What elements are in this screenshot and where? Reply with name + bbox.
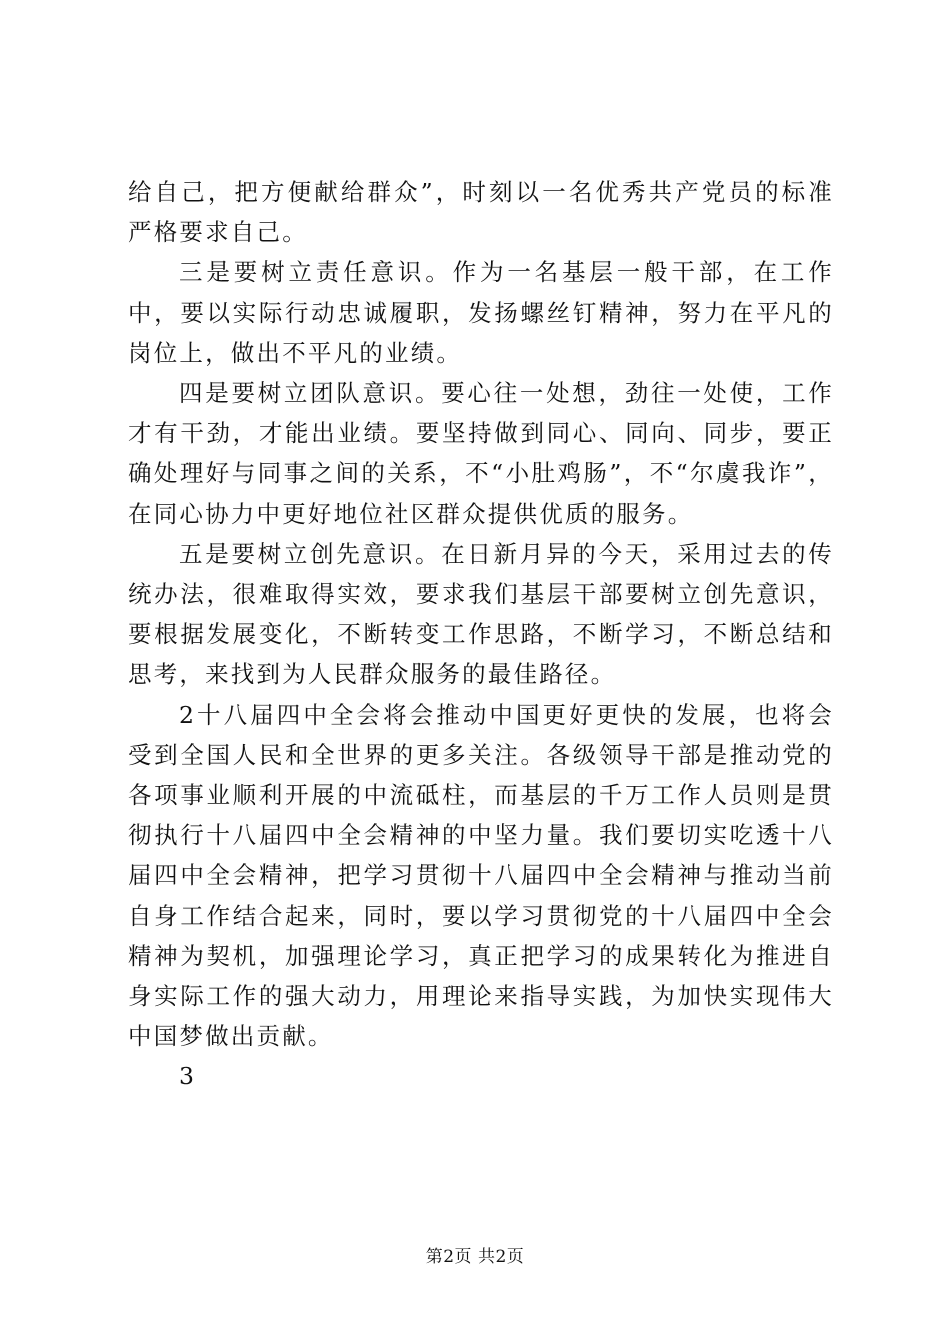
paragraph-2: 三是要树立责任意识。作为一名基层一般干部，在工作中，要以实际行动忠诚履职，发扬螺丝钉精神，努力在平凡的岗位上，做出不平凡的业绩。 bbox=[128, 258, 834, 367]
paragraph-1: 给自己，把方便献给群众”，时刻以一名优秀共产党员的标准严格要求自己。 bbox=[128, 178, 834, 247]
document-body bbox=[128, 172, 834, 1097]
page-footer: 第2页 共2页 bbox=[425, 1247, 525, 1267]
paragraph-3: 四是要树立团队意识。要心往一处想，劲往一处使，工作才有干劲，才能出业绩。要坚持做到同心、同向、同步，要正确处理好与同事之间的关系，不“小肚鸡肠”，不“尔虞我诈”，在同心协力中更好地位社区群众提供优质的服务。 bbox=[128, 379, 834, 528]
paragraph-5: 2十八届四中全会将会推动中国更好更快的发展，也将会受到全国人民和全世界的更多关注。各级领导干部是推动党的各项事业顺利开展的中流砥柱，而基层的千万工作人员则是贯彻执行十八届四中全会精神的中坚力量。我们要切实吃透十八届四中全会精神，把学习贯彻十八届四中全会精神与推动当前自身工作结合起来，同时，要以学习贯彻党的十八届四中全会精神为契机，加强理论学习，真正把学习的成果转化为推进自身实际工作的强大动力，用理论来指导实践，为加快实现伟大中国梦做出贡献。 bbox=[128, 700, 834, 1051]
paragraph-6: 3 bbox=[179, 1062, 197, 1091]
paragraph-4: 五是要树立创先意识。在日新月异的今天，采用过去的传统办法，很难取得实效，要求我们基层干部要树立创先意识，要根据发展变化，不断转变工作思路，不断学习，不断总结和思考，来找到为人民群众服务的最佳路径。 bbox=[128, 539, 834, 689]
